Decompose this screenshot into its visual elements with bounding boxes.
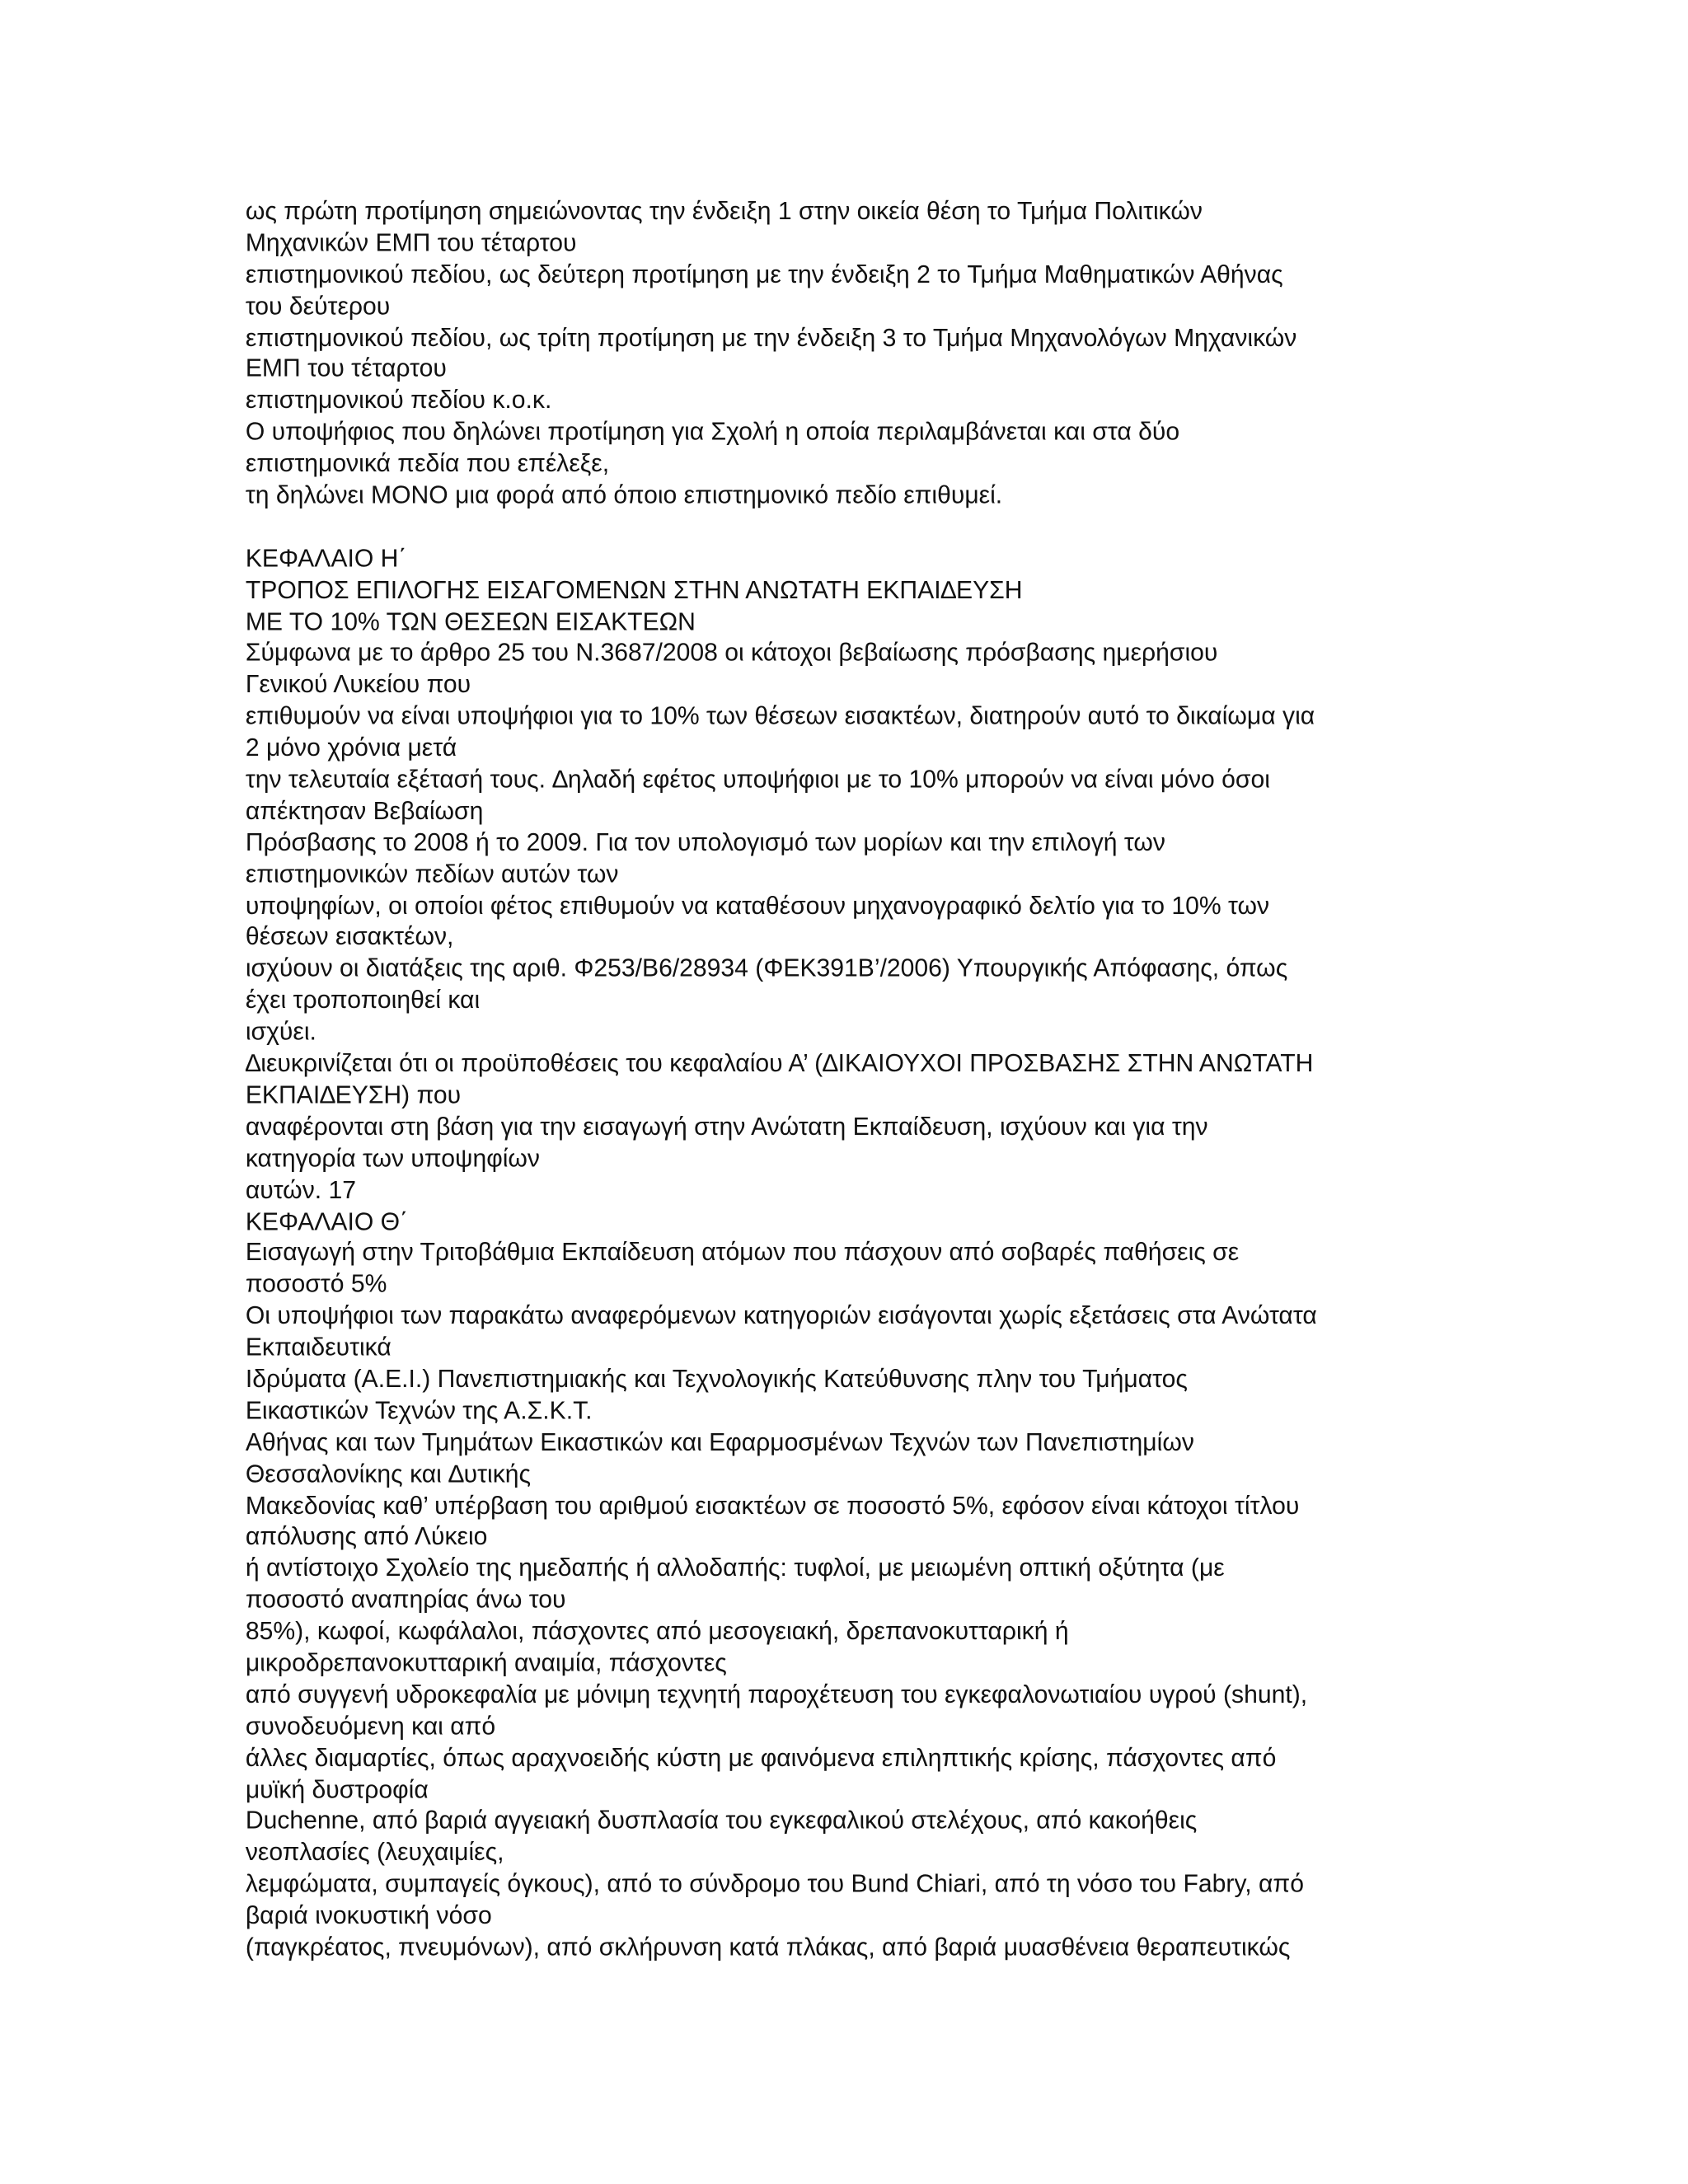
text-line: 85%), κωφοί, κωφάλαλοι, πάσχοντες από μεσογειακή, δρεπανοκυτταρική ή	[245, 1617, 1069, 1646]
text-line: κατηγορία των υποψηφίων	[245, 1144, 541, 1172]
text-line: ποσοστό 5%	[245, 1270, 387, 1298]
text-line: Εικαστικών Τεχνών της Α.Σ.Κ.Τ.	[245, 1396, 593, 1424]
text-line: Μακεδονίας καθ’ υπέρβαση του αριθμού εισακτέων σε ποσοστό 5%, εφόσον είναι κάτοχοι τίτλου	[245, 1491, 1300, 1519]
text-line: υποψηφίων, οι οποίοι φέτος επιθυμούν να καταθέσουν μηχανογραφικό δελτίο για το 10% των	[245, 891, 1270, 920]
text-line: ΚΕΦΑΛΑΙΟ Θ΄	[245, 1207, 409, 1235]
text-line: ΕΚΠΑΙ∆ΕΥΣΗ) που	[245, 1080, 462, 1108]
text-line: απέκτησαν Βεβαίωση	[245, 796, 484, 825]
text-line: την τελευταία εξέτασή τους. ∆ηλαδή εφέτος υποψήφιοι με το 10% μπορούν να είναι μόνο όσοι	[245, 765, 1270, 794]
text-line: του δεύτερου	[245, 292, 391, 320]
text-line: Γενικού Λυκείου που	[245, 670, 471, 699]
text-line: Θεσσαλονίκης και ∆υτικής	[245, 1460, 532, 1488]
text-line: επιστημονικού πεδίου, ως δεύτερη προτίμηση με την ένδειξη 2 το Τμήμα Μαθηματικών Αθήνας	[245, 260, 1283, 288]
text-line: ή αντίστοιχο Σχολείο της ημεδαπής ή αλλοδαπής: τυφλοί, με μειωμένη οπτική οξύτητα (με	[245, 1554, 1225, 1582]
text-line: Duchenne, από βαριά αγγειακή δυσπλασία του εγκεφαλικού στελέχους, από κακοήθεις	[245, 1807, 1198, 1835]
paragraph-spacer	[246, 512, 1487, 543]
text-line: επιστημονικών πεδίων αυτών των	[245, 860, 619, 888]
text-line: Πρόσβασης το 2008 ή το 2009. Για τον υπολογισμό των μορίων και την επιλογή των	[245, 828, 1165, 856]
text-line: επιστημονικού πεδίου, ως τρίτη προτίμηση με την ένδειξη 3 το Τμήμα Μηχανολόγων Μηχανικών	[245, 323, 1297, 351]
document-body-text	[246, 196, 1487, 1964]
text-line: νεοπλασίες (λευχαιμίες,	[245, 1838, 504, 1867]
text-line: ποσοστό αναπηρίας άνω του	[245, 1586, 566, 1614]
text-line: τη δηλώνει ΜΟΝΟ μια φορά από όποιο επιστημονικό πεδίο επιθυμεί.	[245, 480, 1003, 509]
text-line: μυϊκή δυστροφία	[245, 1775, 429, 1803]
text-line: συνοδευόμενη και από	[245, 1712, 496, 1740]
text-line: Οι υποψήφιοι των παρακάτω αναφερόμενων κατηγοριών εισάγονται χωρίς εξετάσεις στα Ανώτατα	[245, 1301, 1317, 1330]
text-line: ισχύει.	[245, 1017, 316, 1046]
text-line: ισχύουν οι διατάξεις της αριθ. Φ253/Β6/28934 (ΦΕΚ391Β’/2006) Υπουργικής Απόφασης, όπως	[245, 954, 1288, 982]
text-line: Μηχανικών ΕΜΠ του τέταρτου	[245, 228, 577, 256]
text-line: μικροδρεπανοκυτταρική αναιμία, πάσχοντες	[245, 1648, 727, 1677]
text-line: Εκπαιδευτικά	[245, 1333, 392, 1361]
text-line: Σύμφωνα με το άρθρο 25 του Ν.3687/2008 οι κάτοχοι βεβαίωσης πρόσβασης ημερήσιου	[245, 639, 1218, 667]
text-line: Ο υποψήφιος που δηλώνει προτίμηση για Σχολή η οποία περιλαμβάνεται και στα δύο	[245, 418, 1180, 446]
text-line: άλλες διαμαρτίες, όπως αραχνοειδής κύστη με φαινόμενα επιληπτικής κρίσης, πάσχοντες από	[245, 1743, 1277, 1772]
text-line: ΜΕ ΤΟ 10% ΤΩΝ ΘΕΣΕΩΝ ΕΙΣΑΚΤΕΩΝ	[245, 607, 696, 635]
text-line: απόλυσης από Λύκειο	[245, 1522, 488, 1551]
text-line: (παγκρέατος, πνευμόνων), από σκλήρυνση κατά πλάκας, από βαριά μυασθένεια θεραπευτικώς	[245, 1933, 1291, 1961]
text-line: ΤΡΟΠΟΣ ΕΠΙΛΟΓΗΣ ΕΙΣΑΓΟΜΕΝΩΝ ΣΤΗΝ ΑΝΩΤΑΤΗ ΕΚΠΑΙ∆ΕΥΣΗ	[245, 575, 1023, 604]
text-line: από συγγενή υδροκεφαλία με μόνιμη τεχνητή παροχέτευση του εγκεφαλονωτιαίου υγρού (shunt),	[245, 1680, 1308, 1708]
text-line: 2 μόνο χρόνια μετά	[245, 733, 457, 762]
text-line: ΚΕΦΑΛΑΙΟ Η΄	[245, 544, 407, 572]
text-line: αναφέρονται στη βάση για την εισαγωγή στην Ανώτατη Εκπαίδευση, ισχύουν και για την	[245, 1112, 1208, 1141]
text-line: λεμφώματα, συμπαγείς όγκους), από το σύνδρομο του Bund Chiari, από τη νόσο του Fabry, από	[245, 1869, 1304, 1898]
text-line: ΕΜΠ του τέταρτου	[245, 354, 447, 383]
text-line: θέσεων εισακτέων,	[245, 923, 454, 951]
text-line: αυτών. 17	[245, 1175, 356, 1203]
text-line: έχει τροποποιηθεί και	[245, 986, 481, 1015]
text-line: επιστημονικού πεδίου κ.ο.κ.	[245, 387, 552, 415]
text-line: Ιδρύματα (Α.Ε.Ι.) Πανεπιστημιακής και Τεχνολογικής Κατεύθυνσης πλην του Τμήματος	[245, 1365, 1188, 1393]
text-line: βαριά ινοκυστική νόσο	[245, 1901, 492, 1929]
text-line: Εισαγωγή στην Τριτοβάθμια Εκπαίδευση ατόμων που πάσχουν από σοβαρές παθήσεις σε	[245, 1239, 1240, 1267]
text-line: ως πρώτη προτίμηση σημειώνοντας την ένδειξη 1 στην οικεία θέση το Τμήμα Πολιτικών	[245, 197, 1203, 225]
text-line: Αθήνας και των Τμημάτων Εικαστικών και Εφαρμοσμένων Τεχνών των Πανεπιστημίων	[245, 1427, 1194, 1456]
text-line: ∆ιευκρινίζεται ότι οι προϋποθέσεις του κεφαλαίου Α’ (∆ΙΚΑΙΟΥΧΟΙ ΠΡΟΣΒΑΣΗΣ ΣΤΗΝ ΑΝΩΤΑΤΗ	[245, 1049, 1314, 1077]
text-line: επιθυμούν να είναι υποψήφιοι για το 10% των θέσεων εισακτέων, διατηρούν αυτό το δικαίωμα για	[245, 701, 1315, 730]
text-line: επιστημονικά πεδία που επέλεξε,	[245, 449, 610, 478]
